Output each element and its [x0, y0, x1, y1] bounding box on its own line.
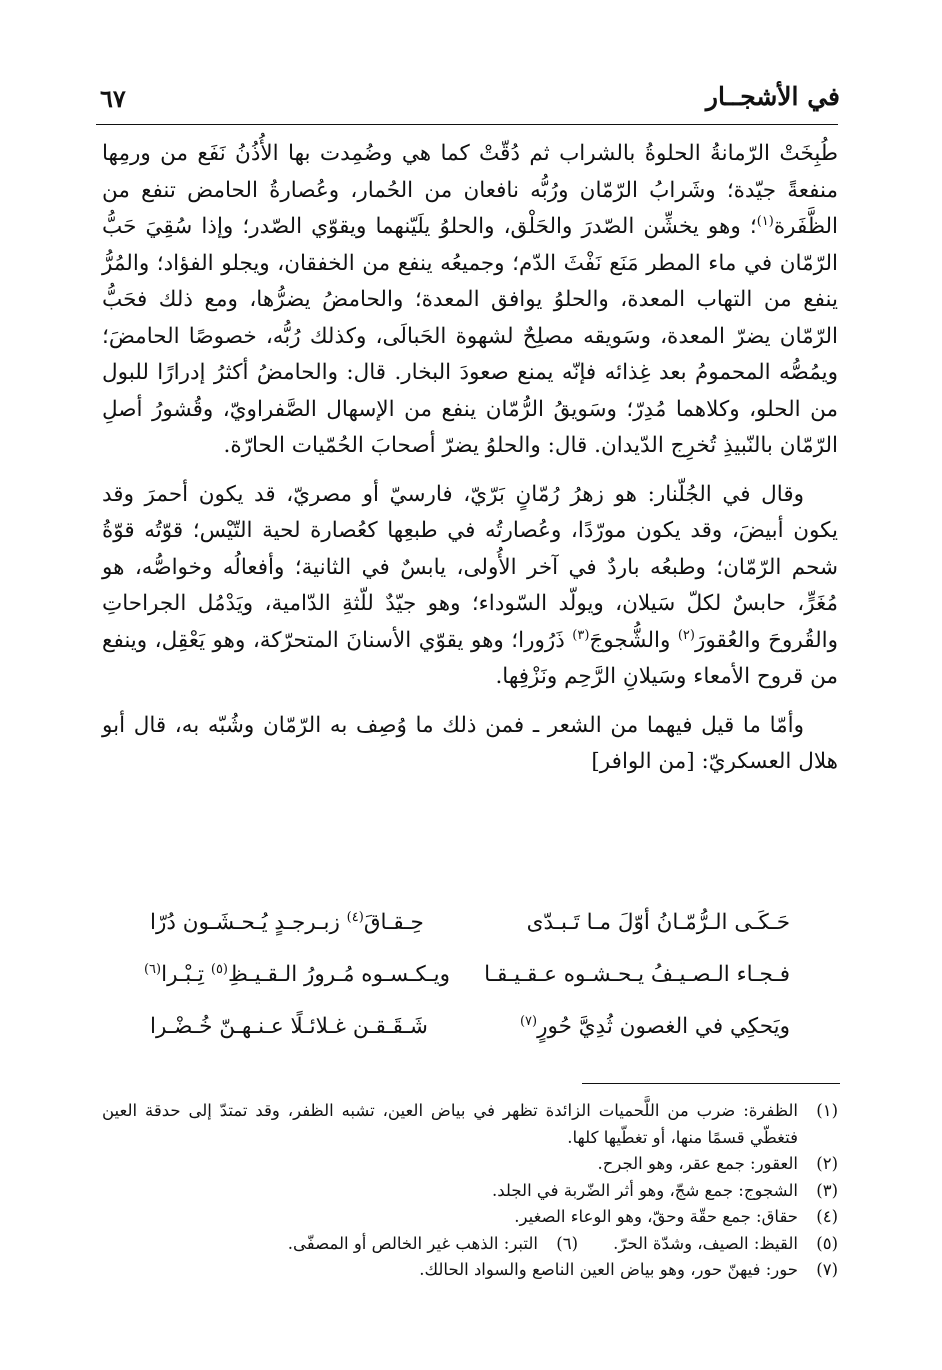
verse-text: حِـقـاقَ: [363, 909, 424, 935]
footnote-text: حقاق: جمع حقّة وحقّ، وهو الوعاء الصغير.: [514, 1207, 798, 1226]
paragraph-text: طُبِخَتْ الرّمانةُ الحلوةُ بالشراب ثم دُقّتْ كما هي وضُمِدت بها الأُذُنُ نَفَع من ورمِها منفعةً جيّدة؛ وشَرابُ الرّمّان ورُبُّه نافعان من الحُمار، وعُصارةُ الحامض تنفع من الظَّفَرة: [102, 141, 838, 239]
footnote-ref-5: (٥): [210, 961, 228, 977]
main-text: [102, 136, 838, 781]
footnote-ref-6: (٦): [143, 961, 162, 977]
paragraph-pomegranate: [102, 136, 838, 465]
poem-verse: [150, 1000, 790, 1052]
verse-text: ويَحكِي في الغصون ثُدِيَّ حُورٍ: [537, 1013, 790, 1039]
verse-1-first-hemistich: حَـكَـى الـرُّمّـانُ أوّلَ مـا تَـبـدّى: [526, 909, 790, 935]
footnote-ref-3: (٣): [572, 627, 590, 643]
paragraph-text: ذَرُورا؛ وهو يقوّي الأسنانَ المتحرّكة، وهو يَعْقِل، وينفع من قروح الأمعاء وسَيلانِ الرَّحِم ونَزْفِها.: [102, 627, 838, 689]
footnote-rule: [582, 1083, 840, 1084]
footnote-5: [578, 1231, 838, 1258]
paragraph-text: ؛ وهو يخشِّن الصّدرَ والحَلْق، والحلوُ يلَيّنهما ويقوّي الصّدر؛ وإذا سُقِيَ حَبُّ الرّمّان في ماء المطر مَنَع نَفْثَ الدّم؛ وجميعُه ينفع من الخفقان، ويجلو الفؤاد؛ والمُرُّ ينفع من التهاب المعدة، والحلوُ يوافق المعدة؛ والحامضُ يضرُّها، ومع ذلك فحَبُّ الرّمّان يضرّ المعدة، وسَويقه مصلِحٌ لشهوة الحَبالَى، وكذلك رُبُّه، خصوصًا الحامضَ؛ ويمُصُّه المحمومُ بعد غِذائه فإنّه يمنع صعودَ البخار. قال: والحامضُ أكثرُ إدرارًا للبول من الحلو، وكلاهما مُدِرّ؛ وسَويقُ الرُّمّان ينفع من الإسهال الصَّفراويّ، وقُشورُ أصلِ الرّمّان بالنّبيذِ تُخرِج الدّيدان. قال: والحلوُ يضرّ أصحابَ الحُمّيات الحارّة.: [102, 214, 838, 458]
footnote-text: حور: فيهنّ حور، وهو بياض العين الناصع والسواد الحالك.: [419, 1260, 798, 1279]
paragraph-text: وقال في الجُلّنار: هو زهرُ رُمّانٍ بَرّيّ، فارسيّ أو مصريّ، قد يكون أحمرَ وقد يكون أبيضَ، وقد يكون مورّدًا، وعُصارتُه في طبعِها كعُصارة لحية التّيْس؛ قوّتُه قوّةُ شحم الرّمّان؛ وطبعُه باردٌ في آخر الأُولى، يابسٌ في الثانية؛ وأفعالُه وخواصُّه، هو مُغَرٍّ، حابسٌ لكلّ سَيلان، ويولّد السّوداء؛ وهو جيّدٌ للّثةِ الدّامية، ويَدْمُل الجراحاتِ والقُروحَ والعُقورَ: [102, 481, 838, 653]
footnote-1: [102, 1098, 838, 1151]
footnote-number: (٣): [816, 1180, 838, 1200]
footnote-ref-1: (١): [756, 213, 774, 229]
footnote-text: الظفرة: ضرب من اللَّحميات الزائدة تظهر في بياض العين، تشبه الظفر، وقد تمتدّ إلى حدقة العين فتغطّي قسمًا منها، أو تغطّيها كلها.: [102, 1101, 798, 1147]
paragraph-poetry-intro: وأمّا ما قيل فيهما من الشعر ـ فمن ذلك ما وُصِف به الرّمّان وشُبّه به، قال أبو هلال العسكريّ: [من الوافر]: [102, 712, 838, 774]
verse-text: زبـرجـدٍ يُـحـشَـون دُرّا: [150, 909, 347, 935]
footnote-text: العقور: جمع عقر، وهو الجرح.: [597, 1154, 798, 1173]
footnote-ref-7: (٧): [519, 1013, 538, 1029]
footnote-ref-2: (٢): [677, 627, 695, 643]
footnote-number: (٦): [556, 1233, 578, 1253]
footnotes: [102, 1098, 838, 1284]
verse-1-second-hemistich: [150, 910, 450, 935]
poem-verse: [143, 948, 790, 1000]
footnote-5-6: [102, 1231, 838, 1258]
verse-3-first-hemistich: [490, 1014, 790, 1039]
verse-2-first-hemistich: فـجـاء الـصـيـفُ يـحـشـوه عـقـيـقـا: [484, 961, 790, 987]
footnote-4: [102, 1204, 838, 1231]
footnote-6: [102, 1231, 578, 1258]
verse-2-second-hemistich: [143, 961, 450, 987]
footnote-number: (٤): [816, 1207, 838, 1226]
running-title: في الأشجــار: [705, 82, 840, 111]
footnote-number: (٢): [816, 1154, 838, 1173]
poem: [143, 896, 790, 1052]
page-number: ٦٧: [100, 84, 126, 113]
verse-text: ويـكـسـوه مُـرورُ الـقـيـظِ: [228, 961, 450, 987]
paragraph-julnar: [102, 477, 838, 696]
verse-text: تِـبْـرا: [161, 961, 211, 987]
footnote-text: القيظ: الصيف، وشدّة الحرّ.: [613, 1233, 798, 1253]
footnote-text: التبر: الذهب غير الخالص أو المصفّى.: [287, 1233, 538, 1253]
poem-verse: [150, 896, 790, 948]
verse-3-second-hemistich: شَـقَـقـن غـلائـلًا عـنـهـنّ خُـضْـرا: [150, 1013, 428, 1039]
footnote-ref-4: (٤): [346, 909, 364, 925]
footnote-3: [102, 1178, 838, 1205]
footnote-number: (٥): [816, 1233, 838, 1253]
footnote-7: [102, 1257, 838, 1284]
footnote-number: (١): [816, 1101, 838, 1120]
footnote-2: [102, 1151, 838, 1178]
footnote-number: (٧): [816, 1260, 838, 1279]
header-rule: [96, 124, 838, 125]
footnote-text: الشجوج: جمع شجّ، وهو أثر الضّربة في الجلد.: [492, 1180, 798, 1200]
paragraph-text: والشُّجوجَ: [589, 627, 678, 653]
